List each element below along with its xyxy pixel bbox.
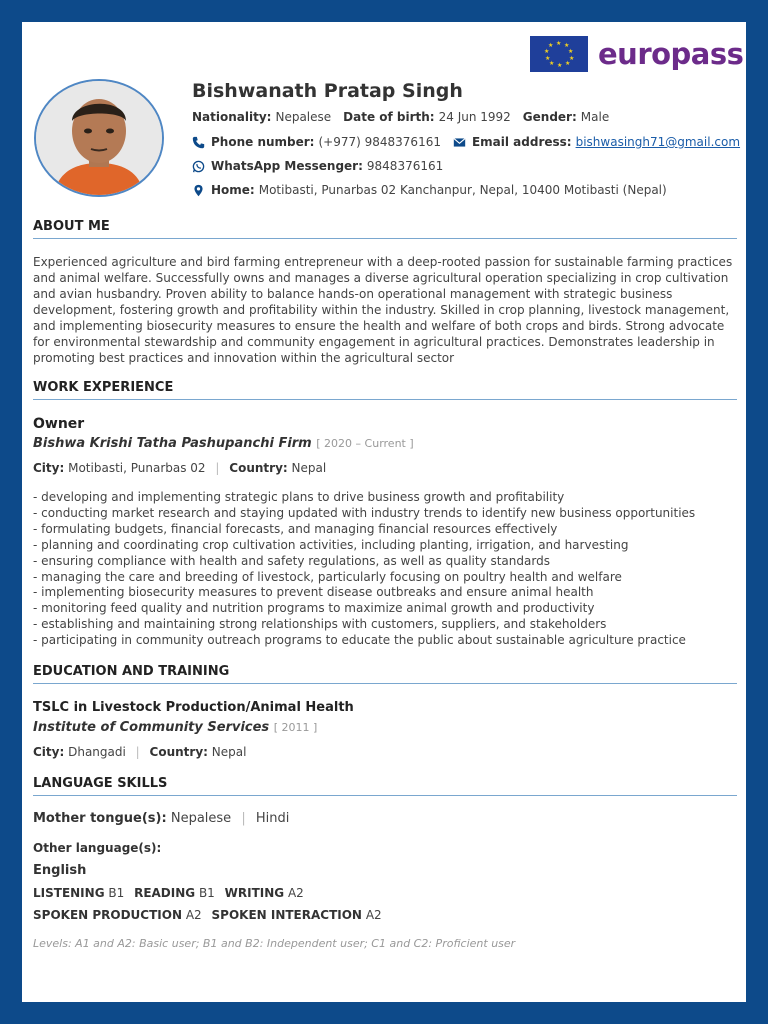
logo-text: europass [598, 37, 744, 71]
gender-value: Male [580, 110, 610, 124]
full-name: Bishwanath Pratap Singh [192, 80, 463, 102]
frame-top-bar [0, 0, 768, 22]
mother-tongue-label: Mother tongue(s): [33, 811, 167, 826]
levels-footnote: Levels: A1 and A2: Basic user; B1 and B2: Independent user; C1 and C2: Proficient user [33, 937, 516, 950]
language-name: English [33, 863, 87, 878]
employer-line [33, 436, 414, 451]
work-city-label: City: [33, 461, 65, 475]
list-item: - participating in community outreach programs to educate the public about sustainable agriculture practice [33, 633, 686, 648]
edu-city: Dhangadi [68, 745, 126, 759]
whatsapp-value[interactable]: 9848376161 [366, 159, 444, 173]
mother-tongue-line [33, 811, 289, 826]
location-pin-icon [192, 184, 205, 197]
cv-page [22, 22, 746, 1002]
language-levels-line-1 [33, 886, 304, 900]
work-location [33, 461, 326, 475]
section-title-about: ABOUT ME [33, 219, 737, 239]
whatsapp-line [192, 159, 443, 173]
separator: | [135, 745, 140, 759]
nationality-label: Nationality: [192, 110, 272, 124]
institute-line [33, 720, 317, 735]
spoken-interaction-level: A2 [365, 908, 382, 922]
gender-label: Gender: [522, 110, 577, 124]
list-item: - implementing biosecurity measures to prevent disease outbreaks and ensure animal health [33, 585, 594, 600]
about-text: Experienced agriculture and bird farming entrepreneur with a deep-rooted passion for sustainable farming practices and animal welfare. Successfully owns and manages a diverse agricultural operation specializing in crop cultivation and avian husbandry. Proven ability to balance hands-on operational management with strategic business development, fostering growth and profitability within the industry. Skilled in crop planning, livestock management, and implementing biosecurity measures to ensure the health and welfare of both crops and birds. Strong advocate for environmental stewardship and community engagement in agricultural practices. Demonstrates leadership in promoting best practices and innovation within the agricultural sector [33, 255, 733, 365]
spoken-production-label: SPOKEN PRODUCTION [33, 908, 182, 922]
list-item: - planning and coordinating crop cultivation activities, including planting, irrigation, and harvesting [33, 537, 629, 552]
whatsapp-icon [192, 160, 205, 173]
other-languages-label: Other language(s): [33, 841, 162, 855]
whatsapp-label: WhatsApp Messenger: [211, 159, 363, 173]
dob-value: 24 Jun 1992 [438, 110, 511, 124]
edu-city-label: City: [33, 745, 65, 759]
list-item: - developing and implementing strategic plans to drive business growth and profitability [33, 490, 565, 504]
phone-value[interactable]: (+977) 9848376161 [318, 135, 441, 149]
mother-tongue-2: Hindi [255, 811, 290, 826]
section-title-languages: LANGUAGE SKILLS [33, 776, 737, 796]
writing-level: A2 [287, 886, 304, 900]
list-item: - establishing and maintaining strong relationships with customers, suppliers, and stakeholders [33, 617, 607, 632]
email-label: Email address: [471, 135, 572, 149]
email-icon [453, 136, 466, 149]
reading-level: B1 [198, 886, 215, 900]
email-link[interactable]: bishwasingh71@gmail.com [575, 135, 741, 149]
dob-label: Date of birth: [343, 110, 435, 124]
profile-photo [34, 79, 164, 197]
section-title-education: EDUCATION AND TRAINING [33, 664, 737, 684]
work-dates: [ 2020 – Current ] [316, 437, 414, 450]
listening-level: B1 [108, 886, 125, 900]
list-item: - formulating budgets, financial forecasts, and managing financial resources effectively [33, 521, 558, 536]
separator: | [241, 811, 246, 826]
separator: | [215, 461, 220, 475]
home-line [192, 183, 667, 197]
section-title-work: WORK EXPERIENCE [33, 380, 737, 400]
writing-label: WRITING [224, 886, 285, 900]
list-item: - managing the care and breeding of livestock, particularly focusing on poultry health and welfare [33, 569, 622, 584]
list-item: - conducting market research and staying updated with industry trends to identify new business opportunities [33, 505, 696, 520]
list-item: - monitoring feed quality and nutrition programs to maximize animal growth and productivity [33, 601, 595, 616]
edu-country: Nepal [211, 745, 247, 759]
employer-name: Bishwa Krishi Tatha Pashupanchi Firm [33, 436, 312, 451]
spoken-interaction-label: SPOKEN INTERACTION [211, 908, 362, 922]
degree-title: TSLC in Livestock Production/Animal Health [33, 700, 354, 715]
nationality-value: Nepalese [275, 110, 332, 124]
job-title: Owner [33, 416, 85, 432]
edu-country-label: Country: [149, 745, 208, 759]
phone-label: Phone number: [211, 135, 315, 149]
work-country: Nepal [291, 461, 327, 475]
mother-tongue-1: Nepalese [170, 811, 232, 826]
education-dates: [ 2011 ] [273, 721, 318, 734]
work-city: Motibasti, Punarbas 02 [68, 461, 206, 475]
work-duties-list [33, 490, 739, 649]
listening-label: LISTENING [33, 886, 105, 900]
language-levels-line-2 [33, 908, 382, 922]
list-item: - ensuring compliance with health and safety regulations, as well as quality standards [33, 553, 550, 568]
home-label: Home: [211, 183, 255, 197]
reading-label: READING [134, 886, 196, 900]
phone-icon [192, 136, 205, 149]
spoken-production-level: A2 [185, 908, 202, 922]
work-country-label: Country: [229, 461, 288, 475]
home-value: Motibasti, Punarbas 02 Kanchanpur, Nepal, 10400 Motibasti (Nepal) [258, 183, 667, 197]
personal-info-line [192, 110, 609, 124]
institute-name: Institute of Community Services [33, 720, 270, 735]
contact-line [192, 135, 740, 149]
frame-bottom-bar [0, 1002, 768, 1024]
europass-logo [530, 36, 743, 72]
eu-flag-icon: ★ ★ ★ ★ ★ ★ ★ ★ ★ ★ [530, 36, 588, 72]
education-location [33, 745, 246, 759]
